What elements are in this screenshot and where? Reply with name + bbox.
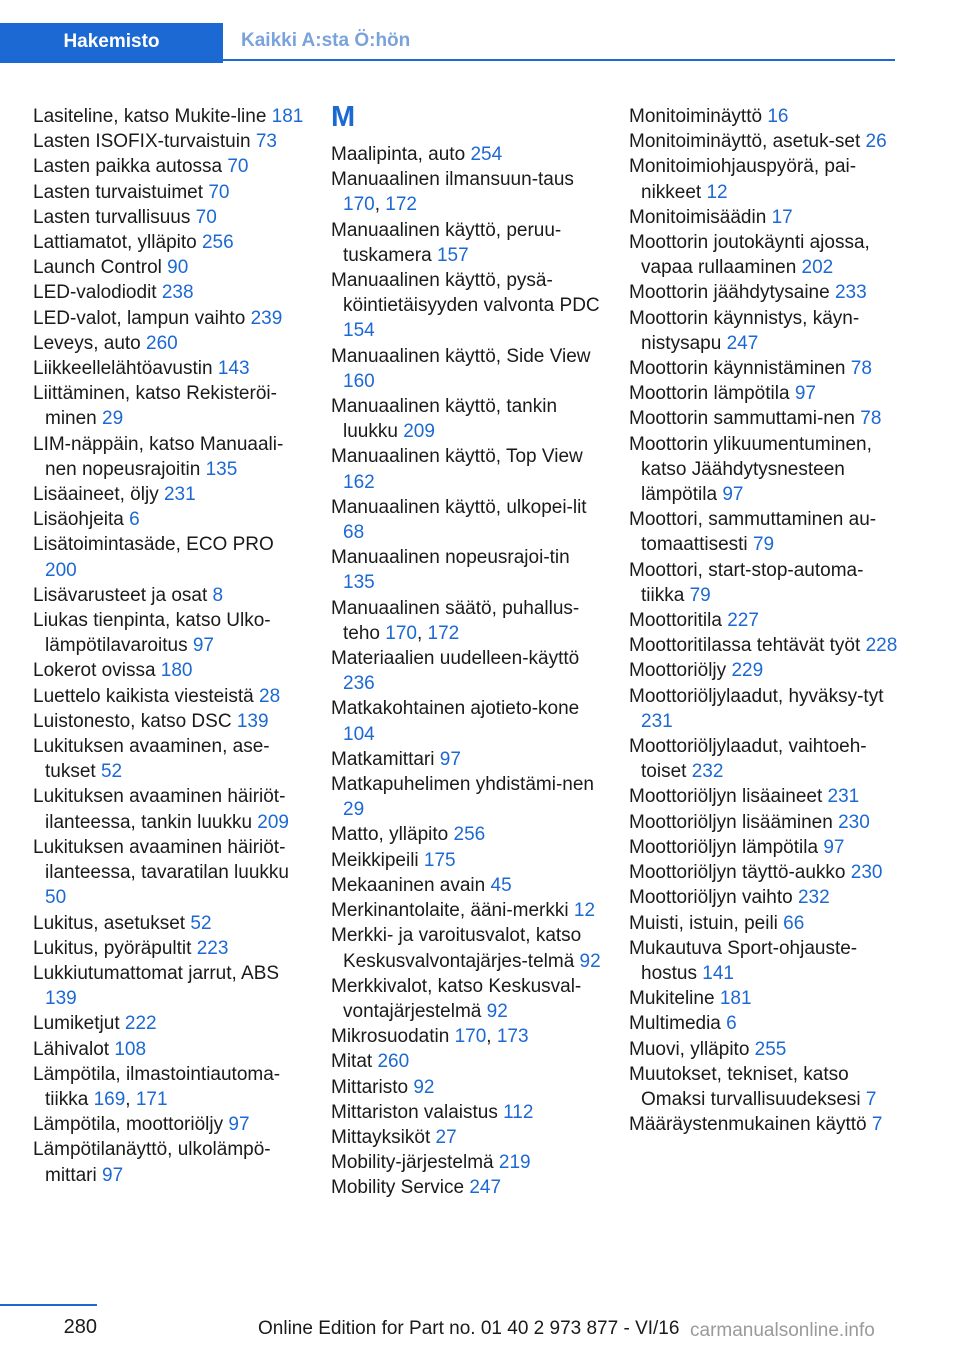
index-entry <box>331 696 606 746</box>
entry-text: Manuaalinen säätö, puhallus‐teho <box>331 597 580 644</box>
entry-text: Luistonesto, katso DSC <box>33 710 232 732</box>
index-column-2 <box>331 101 606 1201</box>
index-entry <box>33 532 308 582</box>
page-link[interactable]: 170 <box>385 622 417 644</box>
index-entry <box>629 154 904 204</box>
entry-text: Moottori, start-stop-automa‐tiikka <box>629 559 864 606</box>
page-link[interactable]: 180 <box>160 660 193 682</box>
entry-text: Manuaalinen käyttö, pysä‐köintietäisyyden valvonta PDC <box>331 270 600 317</box>
section-letter: M <box>331 101 356 133</box>
entry-text: Muovi, ylläpito <box>629 1038 750 1060</box>
index-entry <box>331 268 606 344</box>
page-link[interactable]: 12 <box>706 181 728 203</box>
page-link[interactable]: 170 <box>343 194 375 216</box>
index-entry <box>629 558 904 608</box>
entry-text: Moottoriöljylaadut, vaihtoeh‐toiset <box>629 736 867 783</box>
page-link[interactable]: 200 <box>45 559 77 581</box>
index-entry <box>33 381 308 431</box>
entry-text: Moottoriöljyn lisääminen <box>629 811 833 833</box>
page-link[interactable]: 231 <box>641 710 673 732</box>
entry-text: Lisäohjeita <box>33 509 124 531</box>
page-link[interactable]: 92 <box>579 950 601 972</box>
index-entry <box>331 1075 606 1100</box>
entry-text: Lokerot ovissa <box>33 660 156 682</box>
page-link[interactable]: 256 <box>453 824 486 846</box>
entry-text: Lasten paikka autossa <box>33 156 223 178</box>
index-entry <box>629 986 904 1011</box>
page-link[interactable]: 78 <box>850 358 872 380</box>
index-entry <box>33 356 308 381</box>
index-entry <box>331 974 606 1024</box>
entry-text: Manuaalinen käyttö, peruu‐tuskamera <box>331 219 562 266</box>
page-link[interactable]: 247 <box>469 1177 502 1199</box>
page-link[interactable]: 181 <box>719 988 752 1010</box>
index-entry: Mikrosuodatin 170, 173 <box>331 1026 529 1048</box>
entry-text: Manuaalinen nopeusrajoi‐tin <box>331 547 570 569</box>
index-entry <box>331 142 606 167</box>
page-link[interactable]: 239 <box>250 307 283 329</box>
page-link[interactable]: 97 <box>794 383 816 405</box>
page-link[interactable]: 247 <box>726 332 759 354</box>
entry-text: Liikkeellelähtöavustin <box>33 358 213 380</box>
entry-text: Moottorin lämpötila <box>629 383 790 405</box>
page-link[interactable]: 139 <box>236 710 269 732</box>
page-link[interactable]: 97 <box>823 836 845 858</box>
entry-text: Lisävarusteet ja osat <box>33 584 208 606</box>
page-link[interactable]: 73 <box>255 131 277 153</box>
page-link[interactable]: 7 <box>871 1114 883 1136</box>
page-link[interactable]: 68 <box>343 522 365 544</box>
entry-text: Mobility Service <box>331 1177 465 1199</box>
page-link[interactable]: 135 <box>343 572 375 594</box>
page-link[interactable]: 172 <box>427 622 460 644</box>
page-link[interactable]: 157 <box>436 244 469 266</box>
entry-text: Moottorin joutokäynti ajossa, vapaa rullaaminen <box>629 232 870 279</box>
page-link[interactable]: 6 <box>129 509 140 531</box>
index-entry <box>629 230 904 280</box>
entry-text: Maalipinta, auto <box>331 144 466 165</box>
entry-text: Moottoritila <box>629 610 722 632</box>
index-entry <box>33 684 308 709</box>
index-entry <box>629 885 904 910</box>
index-entry <box>629 306 904 356</box>
index-entry <box>629 1112 904 1137</box>
index-entry <box>629 911 904 936</box>
index-entry <box>629 684 904 734</box>
page-link[interactable]: 231 <box>827 786 860 808</box>
page-link[interactable]: 181 <box>271 106 304 127</box>
index-entry <box>33 255 308 280</box>
index-entry <box>331 218 606 268</box>
index-entry <box>33 709 308 734</box>
entry-text: Merkki- ja varoitusvalot, katso Keskusvalvontajärjes‐telmä <box>331 925 582 972</box>
index-entry <box>33 432 308 482</box>
index-entry <box>629 104 904 129</box>
index-entry <box>33 936 308 961</box>
entry-text: Monitoimiohjauspyörä, pai‐nikkeet <box>629 156 857 203</box>
tab-kaikki-a-o[interactable]: Kaikki A:sta Ö:hön <box>223 23 895 61</box>
page-link[interactable]: 260 <box>377 1051 410 1073</box>
entry-text: LED-valodiodit <box>33 282 157 304</box>
entry-text: Lisätoimintasäde, ECO PRO <box>33 534 274 556</box>
index-entry <box>331 545 606 595</box>
index-entry: Lämpötila, ilmastointiautoma‐tiikka 169, 171 <box>33 1063 281 1110</box>
footer-rule <box>0 1304 97 1306</box>
page-link[interactable]: 232 <box>797 887 830 909</box>
page-link[interactable]: 45 <box>490 874 512 896</box>
page-link[interactable]: 92 <box>413 1076 435 1098</box>
page-link[interactable]: 238 <box>161 282 194 304</box>
index-entry <box>33 154 308 179</box>
entry-text: Liittäminen, katso Rekisteröi‐minen <box>33 383 277 430</box>
page-link[interactable]: 169 <box>93 1088 126 1110</box>
index-entry <box>331 495 606 545</box>
page-link[interactable]: 219 <box>498 1152 531 1174</box>
index-entry <box>331 1150 606 1175</box>
page-link[interactable]: 232 <box>691 761 724 783</box>
index-entry <box>33 583 308 608</box>
page-link[interactable]: 66 <box>783 912 805 934</box>
entry-text: Moottoritilassa tehtävät työt <box>629 635 861 657</box>
page-link[interactable]: 26 <box>865 131 887 153</box>
entry-text: Lasten turvallisuus <box>33 206 191 228</box>
entry-text: Moottorin sammuttami‐nen <box>629 408 855 430</box>
entry-text: Manuaalinen käyttö, Top View <box>331 446 583 468</box>
index-entry <box>33 1037 308 1062</box>
page-link[interactable]: 227 <box>727 610 759 632</box>
page-link[interactable]: 78 <box>860 408 882 430</box>
page-link[interactable]: 231 <box>163 484 196 506</box>
header-bar <box>0 23 895 63</box>
index-entry <box>629 406 904 431</box>
entry-text: Lukitus, pyöräpultit <box>33 937 192 959</box>
page-link[interactable]: 17 <box>771 206 793 228</box>
entry-text: Matkamittari <box>331 748 435 770</box>
index-entry <box>331 1100 606 1125</box>
page-link[interactable]: 233 <box>834 282 867 304</box>
page-link[interactable]: 108 <box>114 1038 147 1060</box>
index-entry <box>33 507 308 532</box>
entry-text: Launch Control <box>33 257 162 279</box>
index-entry <box>33 608 308 658</box>
page-link[interactable]: 12 <box>573 900 596 922</box>
page-link[interactable]: 143 <box>217 358 250 380</box>
index-entry <box>33 306 308 331</box>
page-link[interactable]: 79 <box>752 534 775 556</box>
page-link[interactable]: 92 <box>486 1000 508 1022</box>
index-entry <box>629 633 904 658</box>
index-entry <box>331 822 606 847</box>
page-link[interactable]: 90 <box>167 257 189 279</box>
page-link[interactable]: 222 <box>124 1013 157 1035</box>
page-link[interactable]: 260 <box>146 332 178 354</box>
page-link[interactable]: 97 <box>439 748 461 770</box>
entry-text: Lisäaineet, öljy <box>33 484 159 506</box>
page-link[interactable]: 79 <box>689 584 711 606</box>
entry-text: Moottorin käynnistys, käyn‐nistysapu <box>629 307 860 354</box>
tab-hakemisto[interactable]: Hakemisto <box>0 23 223 61</box>
entry-text: Mikrosuodatin <box>331 1026 450 1048</box>
entry-text: Matkapuhelimen yhdistämi‐nen <box>331 774 594 796</box>
entry-text: Mobility-järjestelmä <box>331 1152 494 1174</box>
entry-text: Mittayksiköt <box>331 1126 431 1148</box>
index-entry <box>629 936 904 986</box>
entry-text: Moottorin jäähdytysaine <box>629 282 830 304</box>
index-entry <box>629 608 904 633</box>
entry-text: Monitoimisäädin <box>629 206 767 228</box>
entry-text: Monitoiminäyttö <box>629 106 763 127</box>
page-link[interactable]: 7 <box>865 1088 877 1110</box>
index-entry <box>33 1011 308 1036</box>
page-link[interactable]: 171 <box>135 1088 168 1110</box>
entry-text: LIM-näppäin, katso Manuaali‐nen nopeusrajoitin <box>33 433 284 480</box>
index-column-1 <box>33 104 308 1188</box>
entry-text: Lattiamatot, ylläpito <box>33 232 197 254</box>
page-link[interactable]: 229 <box>731 660 764 682</box>
entry-text: Mekaaninen avain <box>331 874 486 896</box>
index-column-3 <box>629 104 904 1137</box>
index-entry <box>33 961 308 1011</box>
page-link[interactable]: 8 <box>212 584 224 606</box>
index-entry <box>629 280 904 305</box>
page-link[interactable]: 209 <box>257 811 289 833</box>
page-link[interactable]: 230 <box>850 862 883 884</box>
entry-text: Lasten turvaistuimet <box>33 181 204 203</box>
page-link[interactable]: 175 <box>423 849 456 871</box>
entry-text: Lämpötilanäyttö, ulkolämpö‐mittari <box>33 1139 271 1186</box>
entry-text: Lukituksen avaaminen, ase‐tukset <box>33 736 270 783</box>
entry-text: Lukitus, asetukset <box>33 912 186 934</box>
index-entry <box>331 1175 606 1200</box>
entry-text: Moottoriöljyn vaihto <box>629 887 793 909</box>
watermark: carmanualsonline.info <box>690 1320 875 1341</box>
page-link[interactable]: 97 <box>192 635 214 657</box>
index-entry <box>629 1037 904 1062</box>
index-entry <box>33 205 308 230</box>
entry-text: Lumiketjut <box>33 1013 120 1035</box>
page-link[interactable]: 70 <box>195 206 217 228</box>
entry-text: Määräystenmukainen käyttö <box>629 1114 867 1136</box>
page-link[interactable]: 202 <box>801 257 834 279</box>
entry-text: Lämpötila, ilmastointiautoma‐tiikka <box>33 1063 281 1110</box>
index-entry <box>33 1112 308 1137</box>
index-entry <box>629 1062 904 1112</box>
entry-text: Moottorin ylikuumentuminen, katso Jäähdytysnesteen lämpötila <box>629 433 872 506</box>
entry-text: Moottorin käynnistäminen <box>629 358 846 380</box>
index-entry <box>33 1137 308 1187</box>
page-link[interactable]: 28 <box>259 685 281 707</box>
page-link[interactable]: 29 <box>102 408 124 430</box>
page-link[interactable]: 162 <box>343 471 375 493</box>
index-entry <box>33 180 308 205</box>
index-entry <box>33 482 308 507</box>
entry-text: Luettelo kaikista viesteistä <box>33 685 254 707</box>
entry-text: Merkkivalot, katso Keskusval‐vontajärjestelmä <box>331 975 582 1022</box>
index-entry <box>629 381 904 406</box>
entry-text: Lasiteline, katso Mukite‐line <box>33 106 267 127</box>
entry-text: Multimedia <box>629 1013 721 1035</box>
index-entry: Manuaalinen ilmansuun‐taus 170, 172 <box>331 169 574 216</box>
entry-text: Moottoriöljyn lämpötila <box>629 836 819 858</box>
entry-text: Lasten ISOFIX-turvaistuin <box>33 131 251 153</box>
entry-text: Mittariston valaistus <box>331 1101 498 1123</box>
page-link[interactable]: 135 <box>205 458 238 480</box>
page-link[interactable]: 52 <box>100 761 123 783</box>
entry-text: Mukautuva Sport-ohjauste‐hostus <box>629 937 858 984</box>
index-entry <box>33 835 308 911</box>
entry-text: Merkinantolaite, ääni‐merkki <box>331 900 569 922</box>
page-link[interactable]: 27 <box>435 1126 457 1148</box>
index-entry <box>629 860 904 885</box>
page-link[interactable]: 170 <box>454 1026 487 1048</box>
page-link[interactable]: 6 <box>726 1013 737 1035</box>
page-link[interactable]: 141 <box>702 962 734 984</box>
index-entry <box>331 394 606 444</box>
entry-text: Meikkipeili <box>331 849 419 871</box>
index-entry <box>331 923 606 973</box>
index-entry <box>33 658 308 683</box>
index-entry <box>33 734 308 784</box>
index-entry <box>331 747 606 772</box>
entry-text: Matto, ylläpito <box>331 824 449 846</box>
index-entry <box>33 230 308 255</box>
entry-text: Lukituksen avaaminen häiriöt‐ilanteessa, tavaratilan luukku <box>33 836 289 884</box>
index-entry <box>33 911 308 936</box>
entry-text: Liukas tienpinta, katso Ulko‐lämpötilavaroitus <box>33 610 271 657</box>
active-tab-underline <box>0 61 223 63</box>
page-link[interactable]: 97 <box>228 1114 250 1136</box>
page-link[interactable]: 256 <box>201 232 234 254</box>
index-entry <box>331 344 606 394</box>
index-entry <box>629 784 904 809</box>
page-link[interactable]: 209 <box>403 421 435 443</box>
page-link[interactable]: 173 <box>496 1026 529 1048</box>
edition-note: Online Edition for Part no. 01 40 2 973 877 - VI/16 <box>258 1318 680 1339</box>
page-link[interactable]: 223 <box>196 937 229 959</box>
page-link[interactable]: 104 <box>343 723 375 745</box>
page-number: 280 <box>63 1316 97 1338</box>
page-link[interactable]: 139 <box>45 988 77 1010</box>
entry-text: Mittaristo <box>331 1076 409 1098</box>
page-link[interactable]: 97 <box>722 484 744 506</box>
page-link[interactable]: 172 <box>385 194 417 216</box>
index-entry <box>33 280 308 305</box>
page-link[interactable]: 70 <box>208 181 230 203</box>
index-entry <box>629 1011 904 1036</box>
page-link[interactable]: 236 <box>343 673 375 695</box>
index-entry <box>33 104 308 129</box>
index-entry <box>33 784 308 834</box>
entry-text: Moottori, sammuttaminen au‐tomaattisesti <box>629 509 877 556</box>
entry-text: Lämpötila, moottoriöljy <box>33 1114 224 1136</box>
entry-text: Moottoriöljyn lisäaineet <box>629 786 823 808</box>
index-entry <box>331 444 606 494</box>
entry-text: Muutokset, tekniset, katso Omaksi turvallisuudeksesi <box>629 1063 861 1110</box>
index-entry <box>331 1049 606 1074</box>
index-entry <box>629 129 904 154</box>
index-entry <box>629 734 904 784</box>
index-entry <box>331 646 606 696</box>
page-link[interactable]: 70 <box>227 156 249 178</box>
page-link[interactable]: 154 <box>343 320 375 342</box>
index-entry <box>629 205 904 230</box>
index-entry <box>629 507 904 557</box>
index-entry: Manuaalinen säätö, puhallus‐teho 170, 172 <box>331 597 580 644</box>
index-entry <box>33 129 308 154</box>
index-entry <box>629 835 904 860</box>
page-link[interactable]: 230 <box>838 811 870 833</box>
entry-text: Lukituksen avaaminen häiriöt‐ilanteessa, tankin luukku <box>33 786 286 833</box>
entry-text: Manuaalinen ilmansuun‐taus <box>331 169 574 191</box>
entry-text: Manuaalinen käyttö, ulkopei‐lit <box>331 496 587 518</box>
entry-text: Moottoriöljy <box>629 660 727 682</box>
entry-text: Leveys, auto <box>33 332 141 354</box>
entry-text: Materiaalien uudelleen‐käyttö <box>331 648 580 670</box>
entry-text: Matkakohtainen ajotieto‐kone <box>331 698 580 720</box>
index-entry <box>331 873 606 898</box>
page-link[interactable]: 97 <box>102 1164 124 1186</box>
index-entry <box>629 810 904 835</box>
index-entry <box>331 772 606 822</box>
page-link[interactable]: 254 <box>470 144 503 165</box>
entry-text: Lähivalot <box>33 1038 110 1060</box>
index-entry <box>33 331 308 356</box>
entry-text: Moottoriöljylaadut, hyväksy‐tyt <box>629 685 884 707</box>
index-entry <box>629 356 904 381</box>
entry-text: Lukkiutumattomat jarrut, ABS <box>33 962 280 984</box>
index-entry <box>331 898 606 923</box>
entry-text: Monitoiminäyttö, asetuk‐set <box>629 131 861 153</box>
page-link[interactable]: 50 <box>45 887 67 909</box>
index-entry <box>331 848 606 873</box>
entry-text: Mitat <box>331 1051 373 1073</box>
index-entry <box>331 1125 606 1150</box>
page-link[interactable]: 112 <box>503 1101 534 1123</box>
entry-text: Muisti, istuin, peili <box>629 912 778 934</box>
entry-text: Manuaalinen käyttö, Side View <box>331 345 591 367</box>
index-entry <box>629 432 904 508</box>
entry-text: LED-valot, lampun vaihto <box>33 307 246 329</box>
page-link[interactable]: 29 <box>343 799 365 821</box>
page-link[interactable]: 160 <box>343 370 375 392</box>
page-link[interactable]: 255 <box>754 1038 787 1060</box>
page-link[interactable]: 16 <box>767 106 789 127</box>
entry-text: Mukiteline <box>629 988 715 1010</box>
entry-text: Manuaalinen käyttö, tankin luukku <box>331 396 558 443</box>
page-link[interactable]: 52 <box>190 912 212 934</box>
index-entry <box>629 658 904 683</box>
entry-text: Moottoriöljyn täyttö‐aukko <box>629 862 846 884</box>
page-link[interactable]: 228 <box>865 635 898 657</box>
